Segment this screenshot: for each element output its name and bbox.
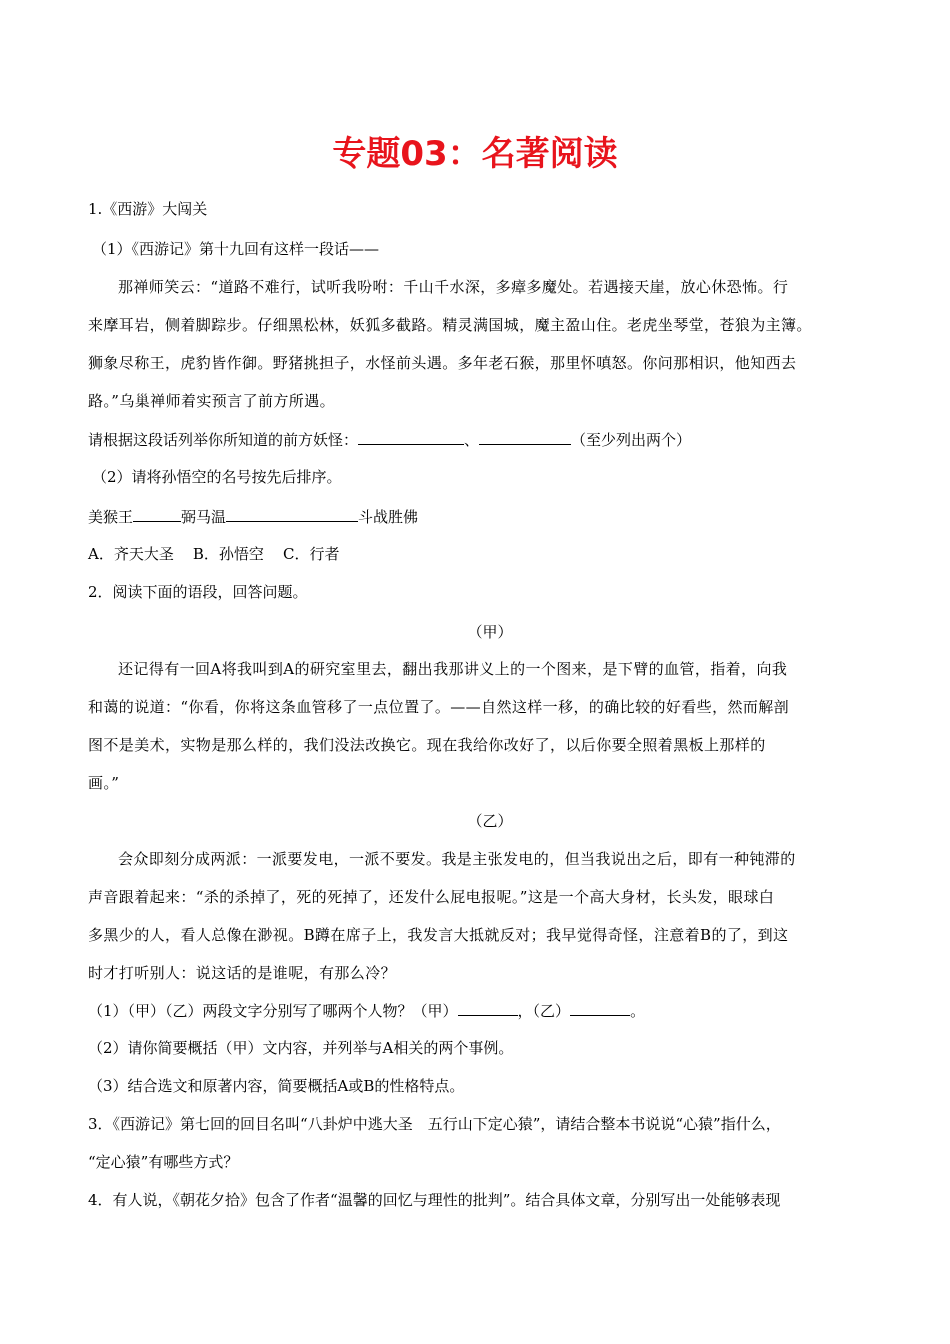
q2-sub1-prefix: （1）（甲）（乙）两段文字分别写了哪两个人物？（甲） bbox=[88, 1002, 458, 1020]
q2-sub1-end: 。 bbox=[630, 1002, 646, 1020]
q2-passage-b-line: 会众即刻分成两派：一派要发电，一派不要发。我是主张发电的，但当我说出之后，即有一种钝滞的 bbox=[118, 850, 796, 868]
q2-sub1-mid: ，（乙） bbox=[517, 1002, 571, 1020]
q2-sub3: （3）结合选文和原著内容，简要概括A或B的性格特点。 bbox=[88, 1077, 465, 1095]
q3-line: “定心猿”有哪些方式？ bbox=[88, 1153, 239, 1171]
q2-sub2: （2）请你简要概括（甲）文内容，并列举与A相关的两个事例。 bbox=[88, 1039, 514, 1057]
answer-blank[interactable] bbox=[458, 999, 518, 1016]
answer-blank[interactable] bbox=[358, 428, 464, 445]
q1-passage-line: 来摩耳岩，侧着脚踪步。仔细黑松林，妖狐多截路。精灵满国城，魔主盈山住。老虎坐琴堂，苍狼为主簿。 bbox=[88, 316, 812, 334]
q1-passage-line: 狮象尽称王，虎豹皆作御。野猪挑担子，水怪前头遇。多年老石猴，那里怀嗔怒。你问那相识，他知西去 bbox=[88, 354, 797, 372]
q2-passage-a-line: 画。” bbox=[88, 774, 120, 792]
q2-passage-a-line: 图不是美术，实物是那么样的，我们没法改换它。现在我给你改好了，以后你要全照着黑板上那样的 bbox=[88, 736, 766, 754]
q1-ask-suffix: （至少列出两个） bbox=[571, 431, 692, 449]
answer-blank[interactable] bbox=[479, 428, 571, 445]
page-title: 专题03：名著阅读 bbox=[332, 134, 618, 174]
order-end: 斗战胜佛 bbox=[358, 508, 419, 526]
q3-line: 3．《西游记》第七回的回目名叫“八卦炉中逃大圣 五行山下定心猿”，请结合整本书说说“心猿”指什么， bbox=[88, 1115, 781, 1133]
q1-passage-line: 那禅师笑云：“道路不难行，试听我吩咐：千山千水深，多瘴多魔处。若遇接天崖，放心休恐怖。行 bbox=[118, 278, 789, 296]
answer-blank[interactable] bbox=[570, 999, 630, 1016]
q2-passage-b-line: 时才打听别人：说这话的是谁呢，有那么冷？ bbox=[88, 964, 397, 982]
q2-passage-b-line: 声音跟着起来：“杀的杀掉了，死的死掉了，还发什么屁电报呢。”这是一个高大身材，长头发，眼球白 bbox=[88, 888, 775, 906]
q1-ask-prefix: 请根据这段话列举你所知道的前方妖怪： bbox=[88, 431, 359, 449]
order-start: 美猴王 bbox=[88, 508, 134, 526]
q1-ask-separator: 、 bbox=[464, 431, 480, 449]
q2-heading: 2．阅读下面的语段，回答问题。 bbox=[88, 583, 308, 601]
answer-blank[interactable] bbox=[226, 505, 358, 522]
q2-passage-a-line: 和蔼的说道：“你看，你将这条血管移了一点位置了。——自然这样一移，的确比较的好看些，然而解剖 bbox=[88, 698, 790, 716]
q4-line: 4．有人说，《朝花夕拾》包含了作者“温馨的回忆与理性的批判”。结合具体文章，分别写出一处能够表现 bbox=[88, 1191, 781, 1209]
passage-a-label: （甲） bbox=[467, 623, 513, 641]
passage-b-label: （乙） bbox=[467, 812, 513, 830]
q1-ask-line bbox=[88, 428, 878, 451]
q2-passage-b-line: 多黑少的人，看人总像在渺视。B蹲在席子上，我发言大抵就反对；我早觉得奇怪，注意着B的了，到这 bbox=[88, 926, 789, 944]
q1-sub1: （1）《西游记》第十九回有这样一段话—— bbox=[92, 240, 380, 258]
q2-passage-a-line: 还记得有一回A将我叫到A的研究室里去，翻出我那讲义上的一个图来，是下臂的血管，指着，向我 bbox=[118, 660, 788, 678]
answer-blank[interactable] bbox=[133, 505, 181, 522]
order-mid: 弼马温 bbox=[181, 508, 227, 526]
q2-sub1-line bbox=[88, 999, 878, 1022]
q1-options: A．齐天大圣 B．孙悟空 C．行者 bbox=[88, 545, 340, 563]
q1-sub2: （2）请将孙悟空的名号按先后排序。 bbox=[92, 468, 342, 486]
q1-passage-line: 路。”乌巢禅师着实预言了前方所遇。 bbox=[88, 392, 335, 410]
q1-order-line bbox=[88, 505, 878, 528]
q1-heading: 1.《西游》大闯关 bbox=[88, 200, 208, 218]
